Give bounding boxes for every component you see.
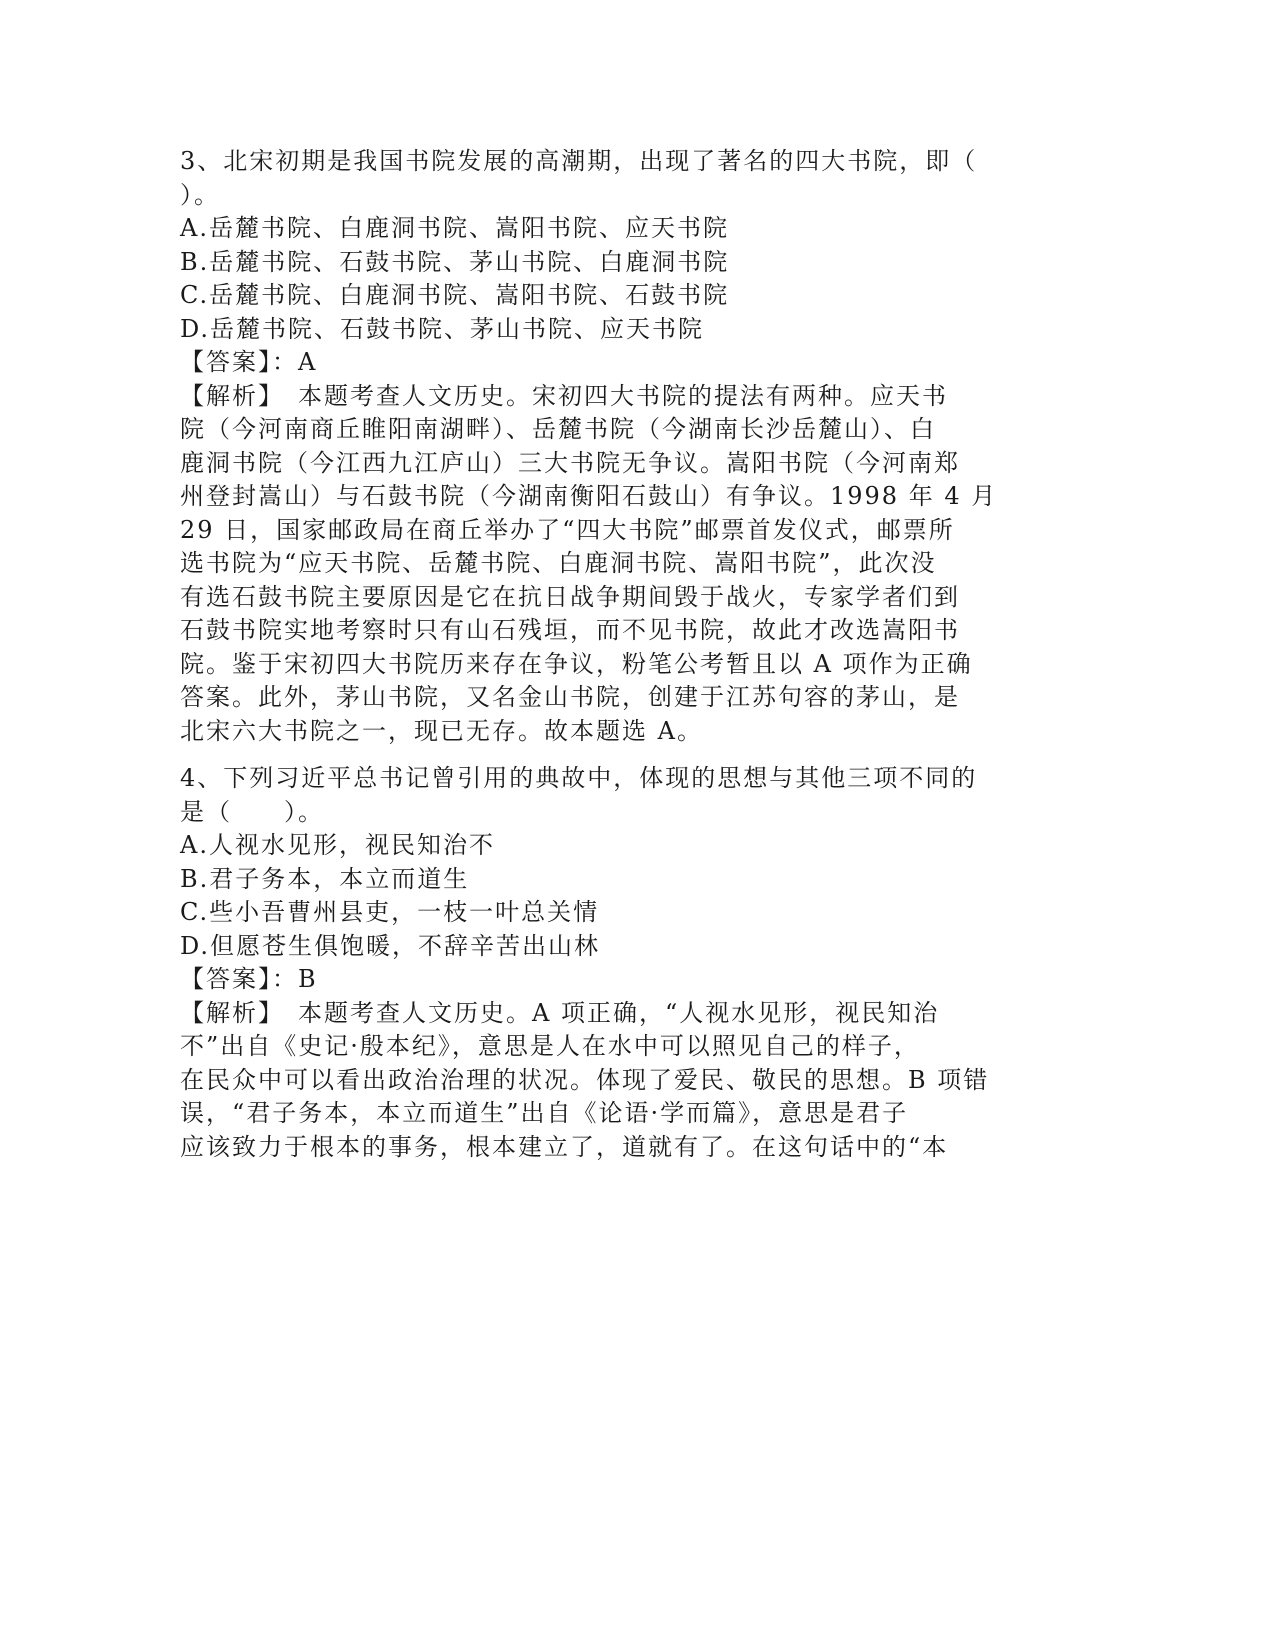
analysis-line: 选书院为“应天书院、岳麓书院、白鹿洞书院、嵩阳书院”，此次没	[180, 549, 937, 577]
analysis-line: 应该致力于根本的事务，根本建立了，道就有了。在这句话中的“本	[180, 1132, 949, 1161]
analysis-line: 石鼓书院实地考察时只有山石残垣，而不见书院，故此才改选嵩阳书	[180, 616, 960, 644]
analysis-line: 在民众中可以看出政治治理的状况。体现了爱民、敬民的思想。B 项错	[180, 1065, 990, 1094]
option-a: A.人视水见形，视民知治不	[180, 831, 495, 859]
analysis-line: 鹿洞书院（今江西九江庐山）三大书院无争议。嵩阳书院（今河南郑	[180, 448, 960, 477]
option-d: D.岳麓书院、石鼓书院、茅山书院、应天书院	[180, 314, 705, 343]
option-c: C.岳麓书院、白鹿洞书院、嵩阳书院、石鼓书院	[180, 281, 730, 309]
analysis-line: 误，“君子务本，本立而道生”出自《论语·学而篇》，意思是君子	[180, 1099, 909, 1127]
analysis-line: 【解析】 本题考查人文历史。宋初四大书院的提法有两种。应天书	[180, 381, 948, 410]
document-page	[180, 145, 1040, 1164]
question-stem-line: ）。	[180, 180, 220, 209]
question-4	[180, 762, 1040, 1164]
answer-line: 【答案】：B	[180, 965, 318, 993]
option-d: D.但愿苍生俱饱暖，不辞辛苦出山林	[180, 931, 601, 960]
analysis-line: 答案。此外，茅山书院，又名金山书院，创建于江苏句容的茅山，是	[180, 683, 960, 711]
analysis-line: 院。鉴于宋初四大书院历来存在争议，粉笔公考暂且以 A 项作为正确	[180, 649, 973, 678]
question-stem-line: 3、北宋初期是我国书院发展的高潮期，出现了著名的四大书院，即（	[180, 147, 978, 175]
question-separator	[180, 748, 1040, 762]
analysis-line: 有选石鼓书院主要原因是它在抗日战争期间毁于战火，专家学者们到	[180, 582, 960, 611]
option-b: B.君子务本，本立而道生	[180, 864, 470, 893]
question-stem-line: 4、下列习近平总书记曾引用的典故中，体现的思想与其他三项不同的	[180, 764, 978, 792]
option-c: C.些小吾曹州县吏，一枝一叶总关情	[180, 898, 600, 926]
option-a: A.岳麓书院、白鹿洞书院、嵩阳书院、应天书院	[180, 214, 729, 242]
analysis-line: 不”出自《史记·殷本纪》，意思是人在水中可以照见自己的样子，	[180, 1032, 920, 1060]
analysis-line: 29 日，国家邮政局在商丘举办了“四大书院”邮票首发仪式，邮票所	[180, 515, 955, 544]
analysis-line: 州登封嵩山）与石鼓书院（今湖南衡阳石鼓山）有争议。1998 年 4 月	[180, 482, 998, 510]
analysis-line: 北宋六大书院之一，现已无存。故本题选 A。	[180, 716, 703, 745]
option-b: B.岳麓书院、石鼓书院、茅山书院、白鹿洞书院	[180, 247, 730, 276]
question-3	[180, 145, 1040, 748]
analysis-line: 院（今河南商丘睢阳南湖畔）、岳麓书院（今湖南长沙岳麓山）、白	[180, 415, 936, 443]
answer-line: 【答案】：A	[180, 348, 318, 376]
question-stem-line: 是（ ）。	[180, 797, 324, 826]
analysis-line: 【解析】 本题考查人文历史。A 项正确，“人视水见形，视民知治	[180, 998, 940, 1027]
